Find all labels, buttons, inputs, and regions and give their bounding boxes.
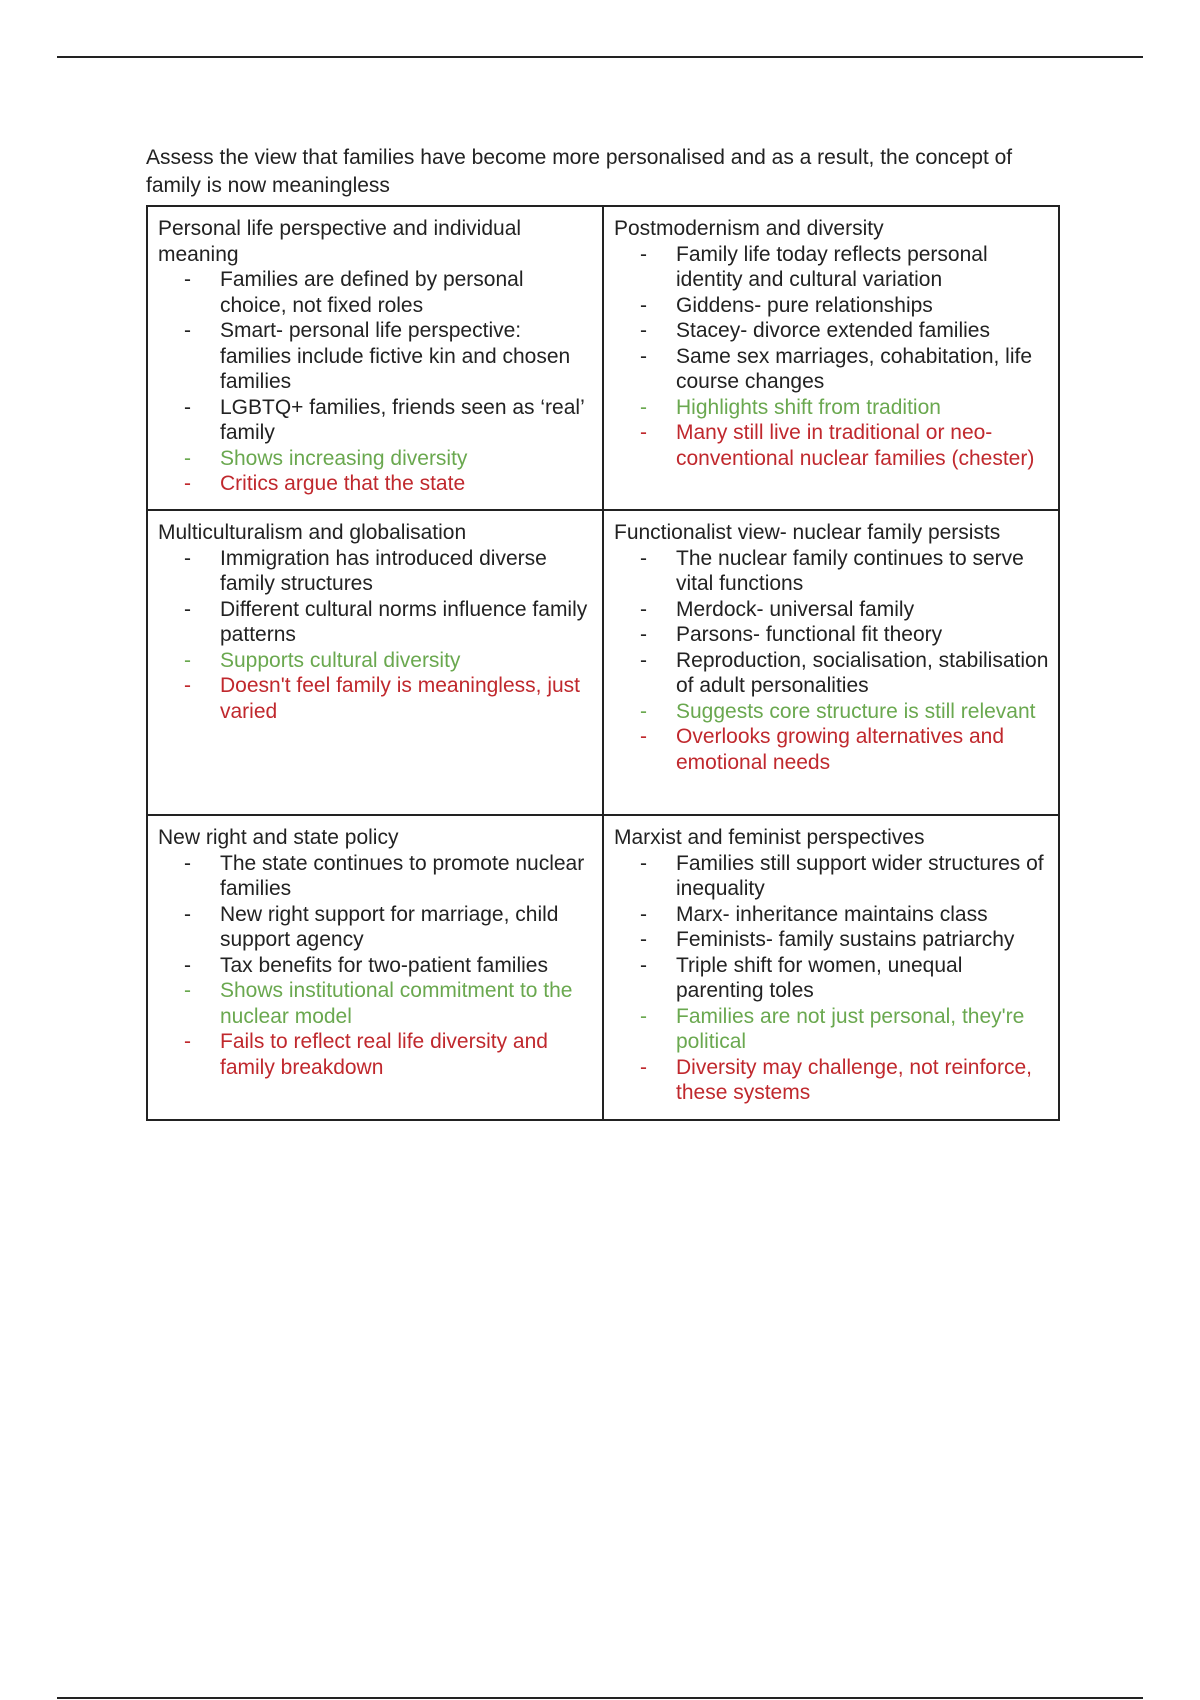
- bullet-dash: -: [184, 546, 191, 570]
- list-item-text: Critics argue that the state: [220, 472, 466, 495]
- top-page-rule: [57, 56, 1143, 58]
- bullet-dash: -: [640, 902, 647, 926]
- list-item: [640, 597, 1050, 623]
- list-item: [640, 1004, 1050, 1055]
- list-item: [184, 446, 594, 472]
- list-item-text: Tax benefits for two-patient families: [220, 953, 548, 977]
- list-item-text: Triple shift for women, unequal parenting toles: [676, 953, 963, 1002]
- list-item: [184, 648, 594, 674]
- list-item-text: Suggests core structure is still relevant: [676, 699, 1036, 723]
- list-item: [184, 395, 594, 446]
- list-item: [184, 471, 594, 497]
- bullet-dash: -: [184, 446, 191, 470]
- bullet-dash: -: [640, 928, 647, 951]
- cell-heading: Personal life perspective and individual meaning: [158, 217, 522, 266]
- list-item-text: Shows increasing diversity: [220, 446, 468, 470]
- bullet-dash: -: [640, 953, 647, 977]
- list-item: [640, 648, 1050, 699]
- list-item-text: The nuclear family continues to serve vital functions: [676, 546, 1024, 595]
- list-item-text: Families are not just personal, they're political: [676, 1004, 1025, 1053]
- grid-row: [147, 206, 1059, 510]
- list-item-text: LGBTQ+ families, friends seen as ‘real’ family: [220, 395, 584, 444]
- list-item-text: New right support for marriage, child support agency: [220, 902, 559, 951]
- list-item: [184, 673, 594, 724]
- bullet-list: [614, 242, 1050, 472]
- bullet-dash: -: [640, 344, 647, 368]
- list-item-text: Shows institutional commitment to the nuclear model: [220, 979, 573, 1028]
- list-item: [640, 622, 1050, 648]
- bullet-dash: -: [184, 953, 191, 977]
- list-item-text: Supports cultural diversity: [220, 648, 461, 672]
- plan-cell: [603, 206, 1059, 510]
- list-item-text: Families are defined by personal choice, not fixed roles: [220, 268, 524, 317]
- bullet-dash: -: [184, 902, 191, 926]
- list-item-text: Feminists- family sustains patriarchy: [676, 928, 1015, 951]
- bullet-dash: -: [184, 268, 191, 291]
- list-item-text: Different cultural norms influence family patterns: [220, 597, 588, 646]
- bullet-list: [614, 546, 1050, 776]
- bullet-list: [158, 851, 594, 1081]
- bullet-dash: -: [184, 395, 191, 419]
- bullet-dash: -: [640, 851, 647, 875]
- list-item: [184, 978, 594, 1029]
- list-item: [640, 902, 1050, 928]
- list-item-text: The state continues to promote nuclear families: [220, 851, 585, 900]
- bullet-dash: -: [640, 1004, 647, 1028]
- bullet-dash: -: [640, 421, 647, 444]
- cell-heading: Marxist and feminist perspectives: [614, 826, 925, 849]
- bullet-list: [158, 546, 594, 725]
- list-item: [184, 318, 594, 395]
- list-item: [640, 293, 1050, 319]
- bullet-dash: -: [184, 851, 191, 875]
- essay-question: Assess the view that families have become more personalised and as a result, the concept of family is now meaningless: [146, 146, 1013, 197]
- list-item-text: Smart- personal life perspective: families include fictive kin and chosen families: [220, 319, 571, 393]
- list-item-text: Overlooks growing alternatives and emotional needs: [676, 725, 1005, 774]
- list-item-text: Highlights shift from tradition: [676, 395, 941, 419]
- cell-heading: Multiculturalism and globalisation: [158, 521, 467, 544]
- bullet-dash: -: [184, 648, 191, 672]
- bullet-dash: -: [640, 648, 647, 672]
- list-item: [640, 927, 1050, 953]
- bullet-dash: -: [640, 725, 647, 748]
- plan-cell: [147, 206, 603, 510]
- bullet-dash: -: [184, 472, 191, 495]
- list-item: [640, 395, 1050, 421]
- bullet-dash: -: [640, 699, 647, 723]
- bullet-dash: -: [640, 395, 647, 419]
- bullet-dash: -: [184, 674, 191, 697]
- plan-cell: [147, 510, 603, 815]
- list-item-text: Families still support wider structures of inequality: [676, 851, 1044, 900]
- grid-row: [147, 815, 1059, 1120]
- bullet-dash: -: [640, 623, 647, 646]
- list-item: [184, 597, 594, 648]
- bullet-dash: -: [640, 546, 647, 570]
- list-item-text: Many still live in traditional or neo-conventional nuclear families (chester): [676, 421, 1035, 470]
- list-item: [184, 267, 594, 318]
- list-item: [184, 851, 594, 902]
- cell-heading: Postmodernism and diversity: [614, 217, 884, 240]
- list-item-text: Immigration has introduced diverse family structures: [220, 546, 547, 595]
- list-item: [184, 902, 594, 953]
- list-item: [640, 1055, 1050, 1106]
- list-item: [640, 724, 1050, 775]
- list-item: [640, 420, 1050, 471]
- bullet-dash: -: [184, 1030, 191, 1053]
- list-item-text: Diversity may challenge, not reinforce, these systems: [676, 1055, 1032, 1104]
- list-item: [640, 546, 1050, 597]
- list-item-text: Merdock- universal family: [676, 597, 915, 621]
- list-item-text: Family life today reflects personal identity and cultural variation: [676, 242, 988, 291]
- plan-cell: [147, 815, 603, 1120]
- list-item-text: Fails to reflect real life diversity and family breakdown: [220, 1030, 548, 1079]
- bottom-page-rule: [57, 1697, 1143, 1699]
- list-item: [184, 953, 594, 979]
- list-item-text: Stacey- divorce extended families: [676, 319, 990, 342]
- bullet-dash: -: [184, 979, 191, 1002]
- list-item-text: Doesn't feel family is meaningless, just varied: [220, 674, 580, 723]
- bullet-dash: -: [640, 242, 647, 266]
- list-item: [640, 851, 1050, 902]
- list-item: [184, 1029, 594, 1080]
- list-item-text: Parsons- functional fit theory: [676, 623, 943, 646]
- list-item: [640, 242, 1050, 293]
- list-item: [640, 344, 1050, 395]
- list-item-text: Giddens- pure relationships: [676, 293, 933, 317]
- list-item: [640, 953, 1050, 1004]
- grid-row: [147, 510, 1059, 815]
- bullet-dash: -: [184, 319, 191, 342]
- list-item-text: Reproduction, socialisation, stabilisation of adult personalities: [676, 648, 1049, 697]
- cell-heading: New right and state policy: [158, 826, 399, 849]
- list-item: [640, 699, 1050, 725]
- bullet-list: [614, 851, 1050, 1106]
- plan-cell: [603, 815, 1059, 1120]
- list-item: [184, 546, 594, 597]
- cell-heading: Functionalist view- nuclear family persists: [614, 521, 1001, 544]
- bullet-dash: -: [640, 293, 647, 317]
- plan-grid: [146, 205, 1060, 1121]
- bullet-dash: -: [640, 319, 647, 342]
- list-item-text: Marx- inheritance maintains class: [676, 902, 988, 926]
- bullet-list: [158, 267, 594, 497]
- bullet-dash: -: [184, 597, 191, 621]
- plan-cell: [603, 510, 1059, 815]
- bullet-dash: -: [640, 1055, 647, 1079]
- bullet-dash: -: [640, 597, 647, 621]
- list-item: [640, 318, 1050, 344]
- list-item-text: Same sex marriages, cohabitation, life course changes: [676, 344, 1033, 393]
